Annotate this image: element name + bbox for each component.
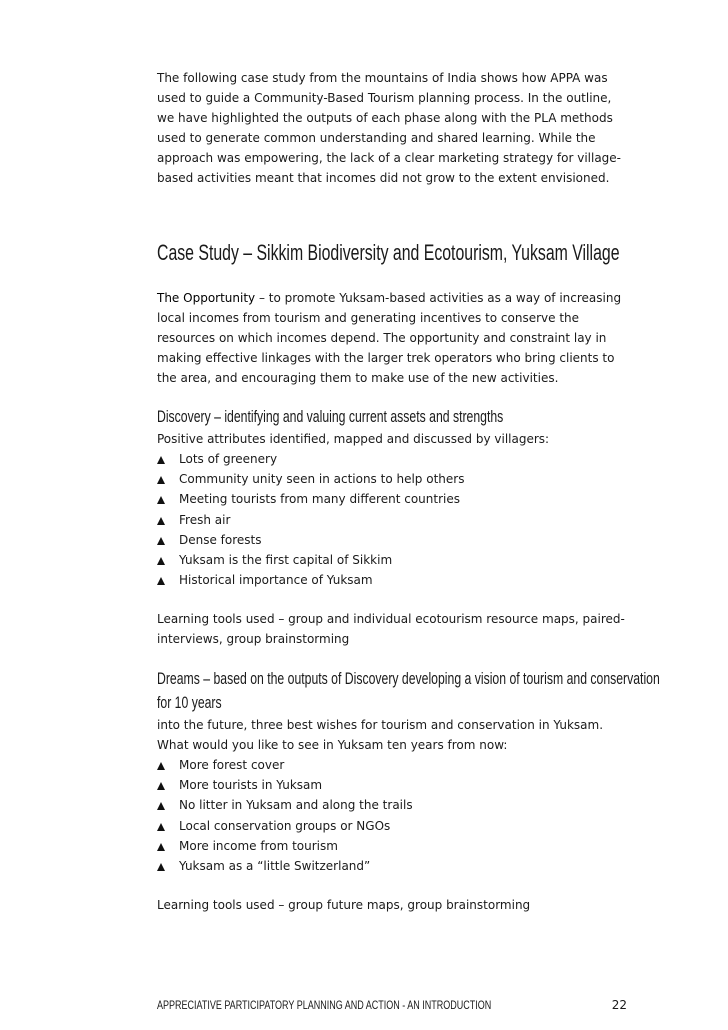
discovery-section <box>157 405 627 661</box>
triangle-bullet-icon <box>157 802 165 810</box>
list-item: Fresh air <box>157 510 627 530</box>
list-item: Meeting tourists from many different countries <box>157 489 627 509</box>
triangle-bullet-icon <box>157 456 165 464</box>
triangle-bullet-icon <box>157 762 165 770</box>
list-item: More tourists in Yuksam <box>157 775 637 795</box>
dreams-line2: What would you like to see in Yuksam ten years from now: <box>157 738 508 752</box>
triangle-bullet-icon <box>157 577 165 585</box>
discovery-tools: Learning tools used – group and individual ecotourism resource maps, paired-interviews, group brainstorming <box>157 612 625 647</box>
triangle-bullet-icon <box>157 496 165 504</box>
triangle-bullet-icon <box>157 517 165 525</box>
dreams-heading <box>157 667 660 715</box>
list-item: Local conservation groups or NGOs <box>157 816 637 836</box>
page-number: 22 <box>611 998 627 1012</box>
triangle-bullet-icon <box>157 476 165 484</box>
triangle-bullet-icon <box>157 782 165 790</box>
list-item: Yuksam as a “little Switzerland” <box>157 856 637 876</box>
opportunity-text: – to promote Yuksam-based activities as a way of increasing local incomes from tourism and generating incentives to conserve the resources on which incomes depend. The opportunity and constraint lay in making effective linkages with the larger trek operators who bring clients to the area, and encouraging them to make use of the new activities. <box>157 291 622 385</box>
discovery-heading <box>157 405 627 429</box>
list-item: No litter in Yuksam and along the trails <box>157 795 637 815</box>
discovery-list <box>157 449 627 590</box>
intro-paragraph: The following case study from the mountains of India shows how APPA was used to guide a Community-Based Tourism planning process. In the outline, we have highlighted the outputs of each phase along with the PLA methods used to generate common understanding and shared learning. While the approach was empowering, the lack of a clear marketing strategy for village-based activities meant that incomes did not grow to the extent envisioned. <box>157 71 621 185</box>
discovery-intro: Positive attributes identified, mapped and discussed by villagers: <box>157 432 550 446</box>
list-item: More forest cover <box>157 755 637 775</box>
page-footer <box>157 995 627 1015</box>
list-item: Lots of greenery <box>157 449 627 469</box>
case-study-title <box>157 236 728 271</box>
list-item: Community unity seen in actions to help others <box>157 469 627 489</box>
dreams-section <box>157 667 660 927</box>
dreams-tools: Learning tools used – group future maps, group brainstorming <box>157 898 531 913</box>
case-study-title-text: Case Study – Sikkim Biodiversity and Ecotourism, Yuksam Village <box>157 240 620 265</box>
list-item: Dense forests <box>157 530 627 550</box>
dreams-heading-line1: Dreams – based on the outputs of Discovery developing a vision of tourism and conservation <box>157 669 660 688</box>
triangle-bullet-icon <box>157 823 165 831</box>
discovery-heading-text: Discovery – identifying and valuing current assets and strengths <box>157 407 504 426</box>
dreams-line1: into the future, three best wishes for tourism and conservation in Yuksam. <box>157 718 604 732</box>
list-item: Historical importance of Yuksam <box>157 570 627 590</box>
dreams-list <box>157 755 637 876</box>
triangle-bullet-icon <box>157 843 165 851</box>
footer-title: APPRECIATIVE PARTICIPATORY PLANNING AND ACTION - AN INTRODUCTION <box>157 998 492 1012</box>
opportunity-lead: The Opportunity <box>157 291 256 305</box>
opportunity-paragraph <box>157 288 627 388</box>
dreams-heading-line2: for 10 years <box>157 693 222 712</box>
list-item: More income from tourism <box>157 836 637 856</box>
triangle-bullet-icon <box>157 863 165 871</box>
triangle-bullet-icon <box>157 557 165 565</box>
list-item: Yuksam is the first capital of Sikkim <box>157 550 627 570</box>
triangle-bullet-icon <box>157 537 165 545</box>
